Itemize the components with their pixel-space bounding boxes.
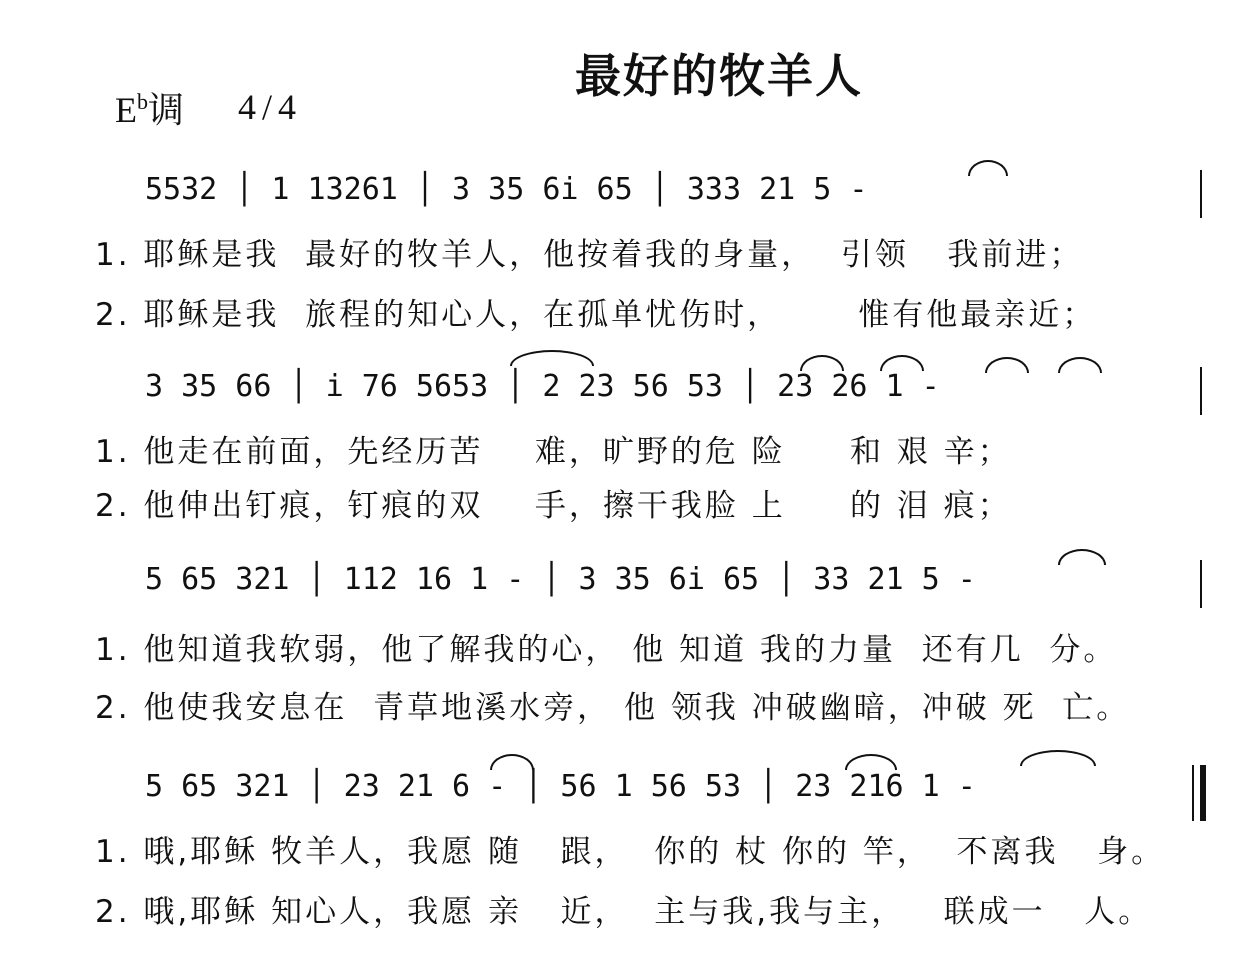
slur-mark bbox=[1020, 750, 1096, 766]
lyric-line-2-verse-1: 1. 他走在前面，先经历苦 难，旷野的危 险 和 艰 辛； bbox=[95, 434, 1012, 470]
barline bbox=[1192, 765, 1194, 821]
song-title: 最好的牧羊人 bbox=[575, 49, 863, 103]
lyric-line-4-verse-1: 1. 哦,耶稣 牧羊人，我愿 随 跟， 你的 杖 你的 竿， 不离我 身。 bbox=[95, 834, 1166, 870]
slur-mark bbox=[490, 754, 534, 770]
end-barline bbox=[1200, 765, 1206, 821]
barline bbox=[1200, 560, 1202, 608]
notes-line-2: 3 35 66 │ i 76 5653 │ 2 23 56 53 │ 23 26 1 - bbox=[145, 369, 940, 404]
notes-line-3: 5 65 321 │ 112 16 1 - │ 3 35 6i 65 │ 33 21 5 - bbox=[145, 562, 976, 597]
notes-line-4: 5 65 321 │ 23 21 6 - │ 56 1 56 53 │ 23 216 1 - bbox=[145, 769, 976, 804]
lyric-line-2-verse-2: 2. 他伸出钉痕，钉痕的双 手，擦干我脸 上 的 泪 痕； bbox=[95, 488, 1012, 524]
slur-mark bbox=[845, 754, 897, 770]
slur-mark bbox=[1058, 357, 1102, 373]
barline bbox=[1200, 170, 1202, 218]
notes-line-1: 5532 │ 1 13261 │ 3 35 6i 65 │ 333 21 5 - bbox=[145, 172, 868, 207]
slur-mark bbox=[510, 350, 594, 366]
lyric-line-1-verse-2: 2. 耶稣是我 旅程的知心人，在孤单忧伤时， 惟有他最亲近； bbox=[95, 297, 1097, 333]
slur-mark bbox=[880, 355, 924, 371]
lyric-line-1-verse-1: 1. 耶稣是我 最好的牧羊人，他按着我的身量， 引领 我前进； bbox=[95, 237, 1084, 273]
barline bbox=[1200, 367, 1202, 415]
slur-mark bbox=[968, 160, 1008, 176]
slur-mark bbox=[1058, 549, 1106, 565]
slur-mark bbox=[800, 355, 844, 371]
key-signature: $E^b$调 bbox=[115, 89, 185, 130]
time-signature: 4/4 bbox=[238, 87, 303, 127]
lyric-line-3-verse-2: 2. 他使我安息在 青草地溪水旁， 他 领我 冲破幽暗，冲破 死 亡。 bbox=[95, 690, 1131, 726]
lyric-line-3-verse-1: 1. 他知道我软弱，他了解我的心， 他 知道 我的力量 还有几 分。 bbox=[95, 632, 1118, 668]
lyric-line-4-verse-2: 2. 哦,耶稣 知心人，我愿 亲 近， 主与我,我与主， 联成一 人。 bbox=[95, 894, 1153, 930]
slur-mark bbox=[985, 357, 1029, 373]
